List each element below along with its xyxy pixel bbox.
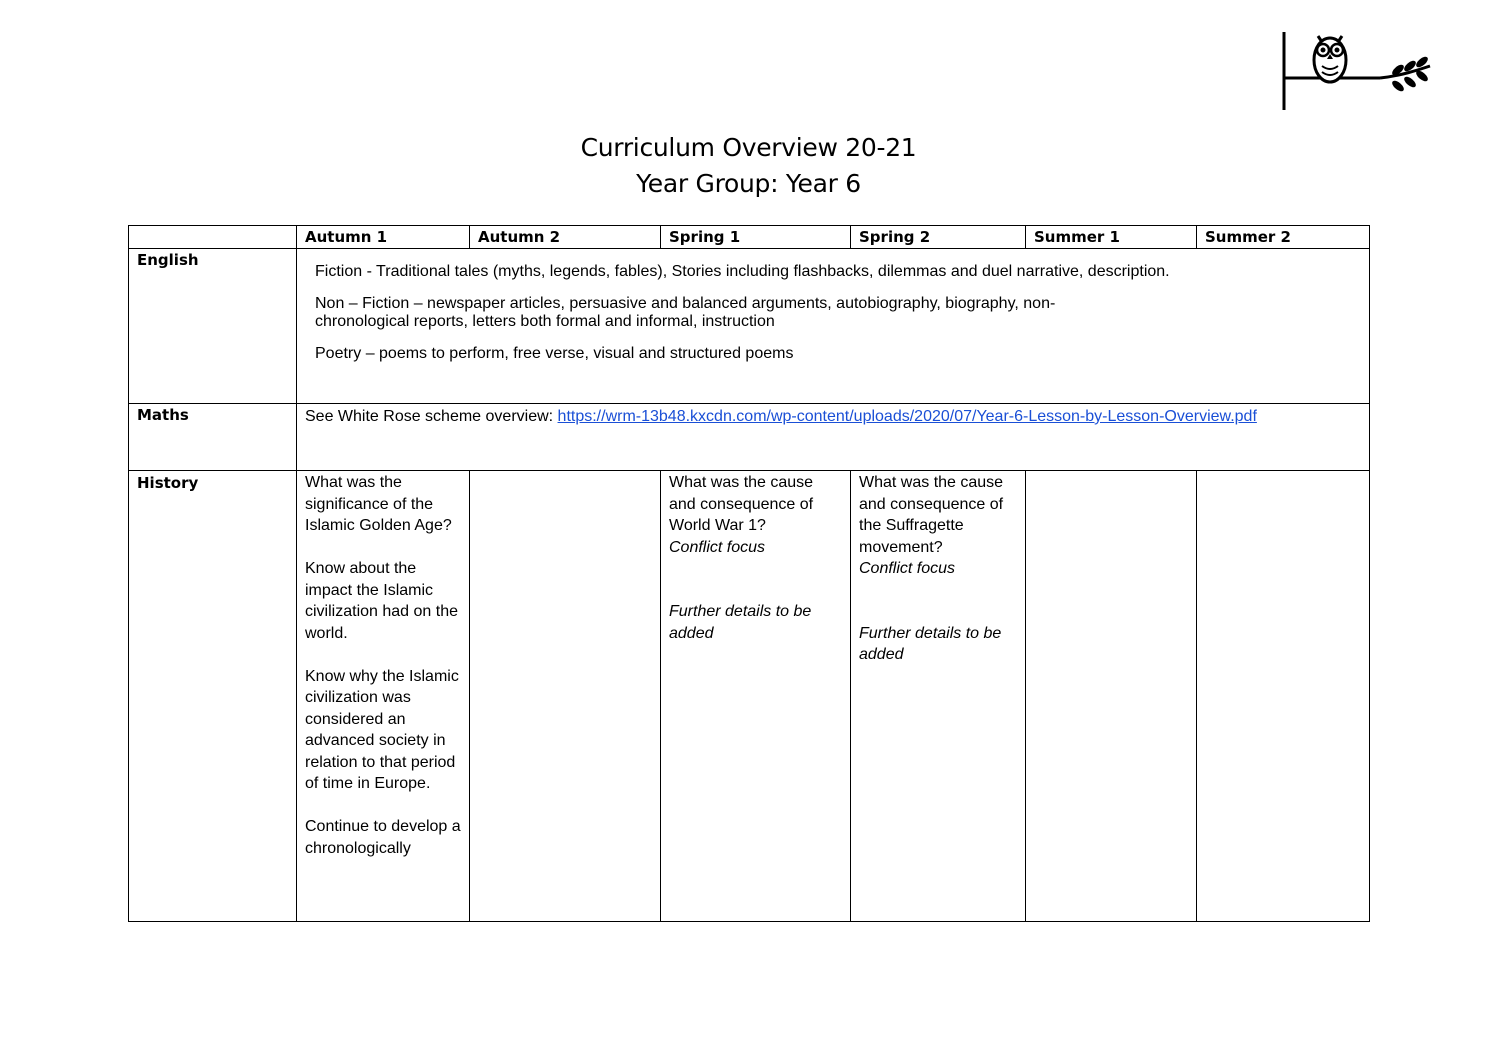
curriculum-table <box>128 225 1370 922</box>
header-autumn-2: Autumn 2 <box>470 226 661 249</box>
spring1-note: Further details to be added <box>669 603 812 642</box>
history-autumn-2 <box>470 471 661 922</box>
autumn1-chronology: Continue to develop a chronologically <box>305 818 461 857</box>
history-spring-2 <box>851 471 1026 922</box>
subject-maths: Maths <box>129 404 297 471</box>
history-spring-1 <box>661 471 851 922</box>
subject-history: History <box>129 471 297 922</box>
english-row <box>129 249 1370 404</box>
header-blank <box>129 226 297 249</box>
header-spring-1: Spring 1 <box>661 226 851 249</box>
year-group-title: Year Group: Year 6 <box>636 169 861 198</box>
header-spring-2: Spring 2 <box>851 226 1026 249</box>
header-row <box>129 226 1370 249</box>
autumn1-impact: Know about the impact the Islamic civilization had on the world. <box>305 560 458 642</box>
spring1-question: What was the cause and consequence of World War 1? <box>669 474 814 534</box>
white-rose-link[interactable]: https://wrm-13b48.kxcdn.com/wp-content/uploads/2020/07/Year-6-Lesson-by-Lesson-Overview.pdf <box>557 408 1257 425</box>
history-summer-2 <box>1197 471 1370 922</box>
english-poetry: Poetry – poems to perform, free verse, visual and structured poems <box>315 345 794 362</box>
subject-english: English <box>129 249 297 404</box>
spring2-focus: Conflict focus <box>859 560 956 577</box>
maths-row <box>129 404 1370 471</box>
history-row <box>129 471 1370 922</box>
english-content <box>297 249 1370 404</box>
autumn1-question: What was the significance of the Islamic Golden Age? <box>305 474 452 534</box>
spring2-question: What was the cause and consequence of the Suffragette movement? <box>859 474 1004 556</box>
english-non-fiction: Non – Fiction – newspaper articles, persuasive and balanced arguments, autobiography, biography, non-chronological reports, letters both formal and informal, instruction <box>315 295 1056 330</box>
maths-content <box>297 404 1370 471</box>
history-summer-1 <box>1026 471 1197 922</box>
header-autumn-1: Autumn 1 <box>297 226 470 249</box>
english-fiction: Fiction - Traditional tales (myths, legends, fables), Stories including flashbacks, dilemmas and duel narrative, description. <box>315 263 1170 280</box>
autumn1-advanced: Know why the Islamic civilization was considered an advanced society in relation to that period of time in Europe. <box>305 667 459 792</box>
document-title: Curriculum Overview 20-21 <box>580 133 917 162</box>
spring2-note: Further details to be added <box>859 624 1002 663</box>
spring1-focus: Conflict focus <box>669 538 766 556</box>
history-autumn-1 <box>297 471 470 922</box>
owl-logo <box>1280 30 1440 114</box>
header-summer-2: Summer 2 <box>1197 226 1370 249</box>
header-summer-1: Summer 1 <box>1026 226 1197 249</box>
maths-intro: See White Rose scheme overview: <box>305 408 558 425</box>
